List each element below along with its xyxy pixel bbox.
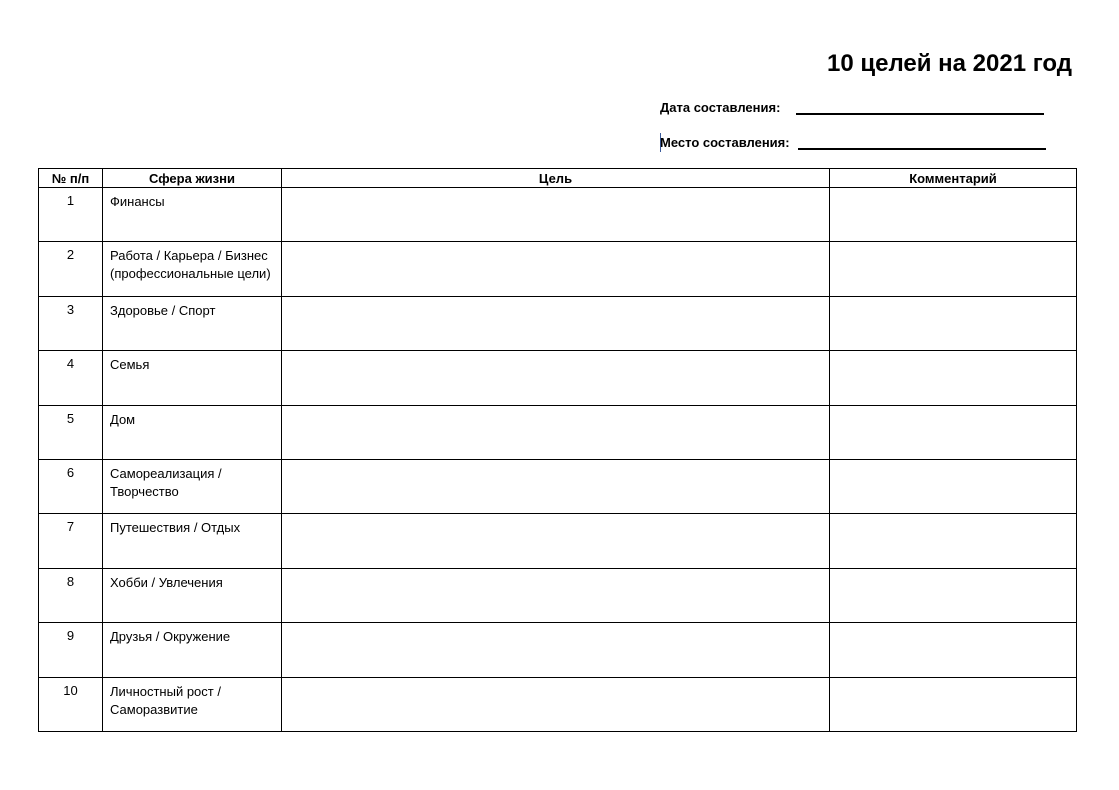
goal-cell[interactable] xyxy=(282,242,830,296)
row-number: 6 xyxy=(39,459,103,513)
goal-cell[interactable] xyxy=(282,351,830,405)
row-number: 5 xyxy=(39,405,103,459)
table-row xyxy=(39,677,1077,731)
place-field[interactable] xyxy=(798,134,1046,150)
comment-cell[interactable] xyxy=(830,296,1077,350)
header-goal: Цель xyxy=(282,169,830,188)
row-sphere: Самореализация / Творчество xyxy=(103,459,282,513)
row-number: 7 xyxy=(39,514,103,568)
row-sphere: Друзья / Окружение xyxy=(103,623,282,677)
date-row xyxy=(660,99,1044,115)
header-comment: Комментарий xyxy=(830,169,1077,188)
goal-cell[interactable] xyxy=(282,459,830,513)
row-number: 2 xyxy=(39,242,103,296)
comment-cell[interactable] xyxy=(830,351,1077,405)
row-number: 8 xyxy=(39,568,103,622)
goal-cell[interactable] xyxy=(282,188,830,242)
table-row xyxy=(39,623,1077,677)
table-row xyxy=(39,188,1077,242)
comment-cell[interactable] xyxy=(830,568,1077,622)
goal-cell[interactable] xyxy=(282,296,830,350)
comment-cell[interactable] xyxy=(830,514,1077,568)
goals-table xyxy=(38,168,1077,732)
table-row xyxy=(39,459,1077,513)
row-sphere: Работа / Карьера / Бизнес (профессиональные цели) xyxy=(103,242,282,296)
comment-cell[interactable] xyxy=(830,188,1077,242)
header-number: № п/п xyxy=(39,169,103,188)
document-title: 10 целей на 2021 год xyxy=(827,50,1072,77)
header-sphere: Сфера жизни xyxy=(103,169,282,188)
table-row xyxy=(39,351,1077,405)
goal-cell[interactable] xyxy=(282,405,830,459)
table-row xyxy=(39,568,1077,622)
comment-cell[interactable] xyxy=(830,677,1077,731)
row-sphere: Здоровье / Спорт xyxy=(103,296,282,350)
row-number: 4 xyxy=(39,351,103,405)
table-row xyxy=(39,242,1077,296)
place-row xyxy=(660,134,1046,150)
table-row xyxy=(39,514,1077,568)
goal-cell[interactable] xyxy=(282,514,830,568)
comment-cell[interactable] xyxy=(830,459,1077,513)
goal-cell[interactable] xyxy=(282,568,830,622)
row-number: 1 xyxy=(39,188,103,242)
comment-cell[interactable] xyxy=(830,405,1077,459)
place-label: Место составления: xyxy=(660,135,790,150)
comment-cell[interactable] xyxy=(830,242,1077,296)
table-header-row xyxy=(39,169,1077,188)
goal-cell[interactable] xyxy=(282,623,830,677)
row-number: 3 xyxy=(39,296,103,350)
row-sphere: Семья xyxy=(103,351,282,405)
row-sphere: Личностный рост / Саморазвитие xyxy=(103,677,282,731)
row-number: 9 xyxy=(39,623,103,677)
row-sphere: Путешествия / Отдых xyxy=(103,514,282,568)
row-sphere: Дом xyxy=(103,405,282,459)
date-label: Дата составления: xyxy=(660,100,781,115)
goal-cell[interactable] xyxy=(282,677,830,731)
date-field[interactable] xyxy=(796,99,1044,115)
row-sphere: Хобби / Увлечения xyxy=(103,568,282,622)
row-sphere: Финансы xyxy=(103,188,282,242)
table-row xyxy=(39,405,1077,459)
comment-cell[interactable] xyxy=(830,623,1077,677)
row-number: 10 xyxy=(39,677,103,731)
table-row xyxy=(39,296,1077,350)
